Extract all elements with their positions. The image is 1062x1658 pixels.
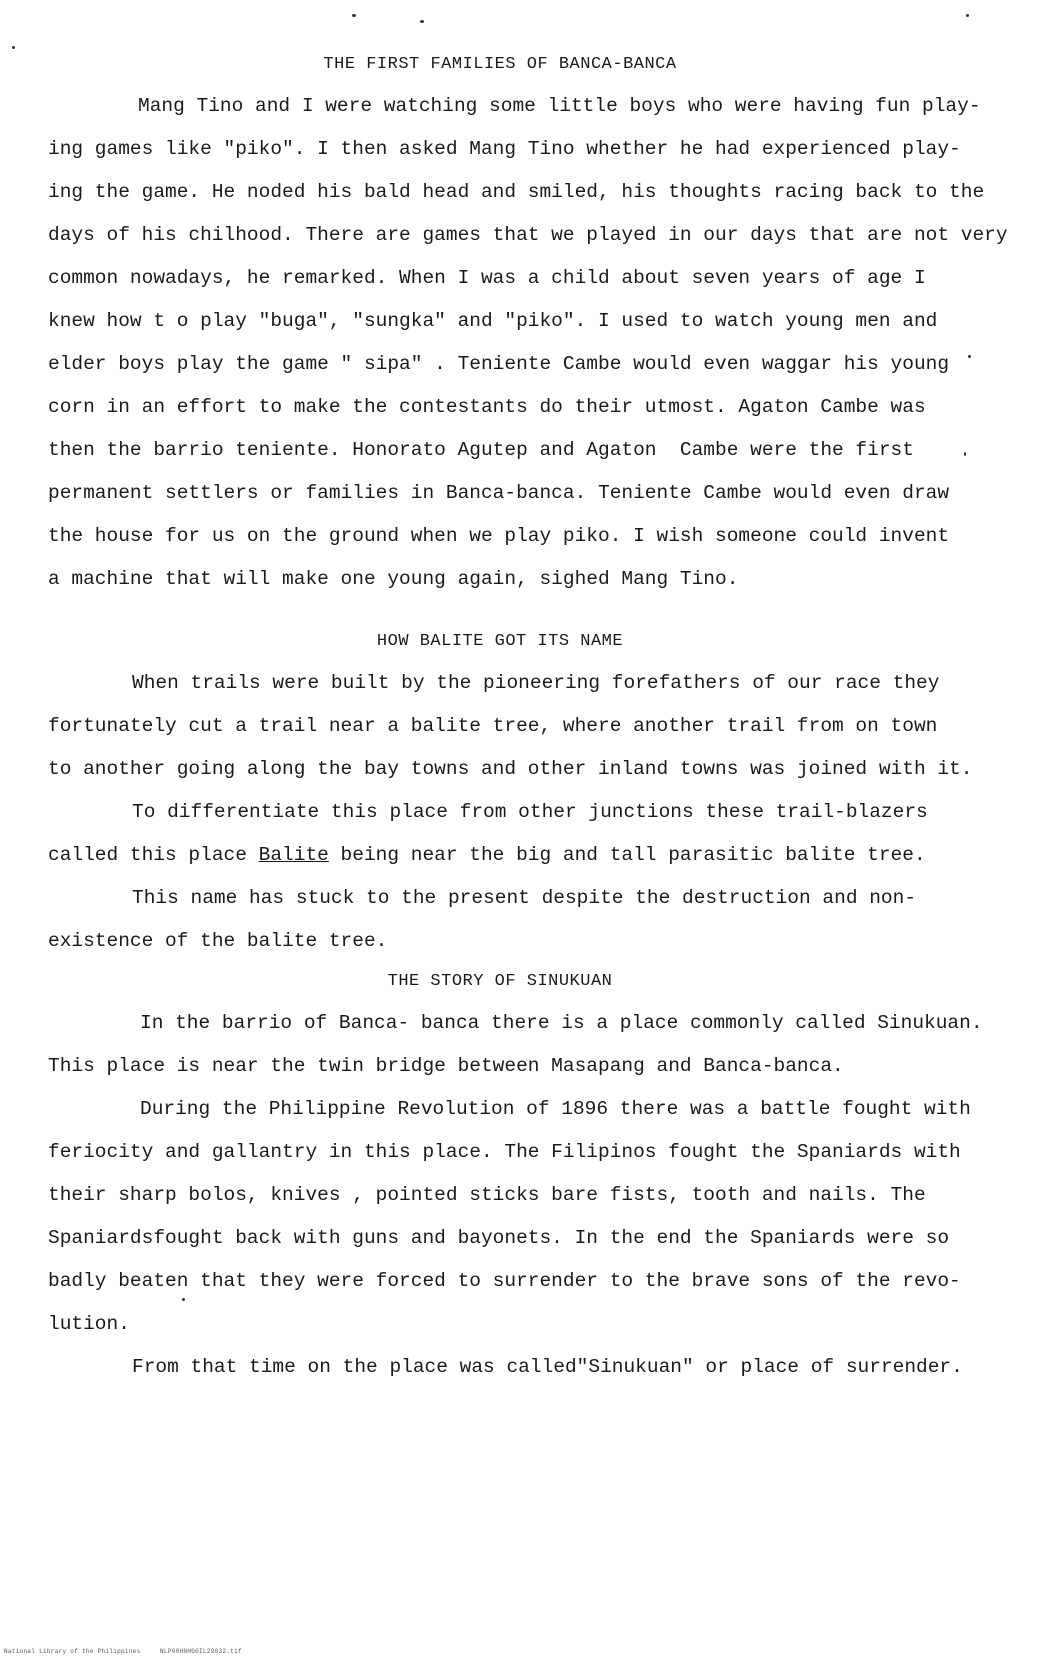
body-line: to another going along the bay towns and other inland towns was joined with it. xyxy=(48,758,973,780)
body-line: days of his chilhood. There are games that we played in our days that are not very xyxy=(48,224,1008,246)
body-line: lution. xyxy=(48,1313,130,1335)
body-line: During the Philippine Revolution of 1896 there was a battle fought with xyxy=(140,1098,971,1120)
body-line: badly beaten that they were forced to surrender to the brave sons of the revo- xyxy=(48,1270,961,1292)
body-line: In the barrio of Banca- banca there is a place commonly called Sinukuan. xyxy=(140,1012,983,1034)
body-line: the house for us on the ground when we play piko. I wish someone could invent xyxy=(48,525,950,547)
body-text: being near the big and tall parasitic balite tree. xyxy=(328,844,926,866)
body-line: This name has stuck to the present despite the destruction and non- xyxy=(132,887,917,909)
section-title-balite: HOW BALITE GOT ITS NAME xyxy=(376,632,624,651)
body-line: then the barrio teniente. Honorato Agutep and Agaton Cambe were the first xyxy=(48,439,914,461)
scan-speck xyxy=(182,1298,185,1301)
body-line: From that time on the place was called"Sinukuan" or place of surrender. xyxy=(132,1356,963,1378)
body-line: Spaniardsfought back with guns and bayonets. In the end the Spaniards were so xyxy=(48,1227,950,1249)
body-line: common nowadays, he remarked. When I was a child about seven years of age I xyxy=(48,267,926,289)
body-line: elder boys play the game " sipa" . Teniente Cambe would even waggar his young xyxy=(48,353,950,375)
scan-speck xyxy=(352,14,356,17)
body-line: existence of the balite tree. xyxy=(48,930,388,952)
scan-footer-caption: National Library of the Philippines NLP00HNHG0IL29032.tif xyxy=(4,1648,242,1655)
body-line: ing the game. He noded his bald head and smiled, his thoughts racing back to the xyxy=(48,181,985,203)
scan-speck xyxy=(420,20,424,23)
scan-speck xyxy=(12,46,15,49)
body-line xyxy=(48,844,926,866)
body-line: This place is near the twin bridge between Masapang and Banca-banca. xyxy=(48,1055,844,1077)
body-line: feriocity and gallantry in this place. The Filipinos fought the Spaniards with xyxy=(48,1141,961,1163)
body-line: Mang Tino and I were watching some little boys who were having fun play- xyxy=(138,95,981,117)
section-title-first-families: THE FIRST FAMILIES OF BANCA-BANCA xyxy=(323,55,677,74)
body-line: their sharp bolos, knives , pointed sticks bare fists, tooth and nails. The xyxy=(48,1184,926,1206)
scan-speck xyxy=(968,355,971,358)
body-line: When trails were built by the pioneering forefathers of our race they xyxy=(132,672,940,694)
body-line: ing games like "piko". I then asked Mang Tino whether he had experienced play- xyxy=(48,138,961,160)
body-line: fortunately cut a trail near a balite tree, where another trail from on town xyxy=(48,715,938,737)
body-line: corn in an effort to make the contestants do their utmost. Agaton Cambe was xyxy=(48,396,926,418)
section-title-sinukuan: THE STORY OF SINUKUAN xyxy=(387,972,613,991)
body-line: knew how t o play "buga", "sungka" and "piko". I used to watch young men and xyxy=(48,310,938,332)
body-text: called this place xyxy=(48,844,259,866)
body-line: a machine that will make one young again, sighed Mang Tino. xyxy=(48,568,739,590)
underlined-place-name: Balite xyxy=(258,844,329,866)
body-line: permanent settlers or families in Banca-banca. Teniente Cambe would even draw xyxy=(48,482,950,504)
body-line: To differentiate this place from other junctions these trail-blazers xyxy=(132,801,928,823)
scan-speck xyxy=(966,14,969,17)
scan-speck xyxy=(964,452,966,456)
